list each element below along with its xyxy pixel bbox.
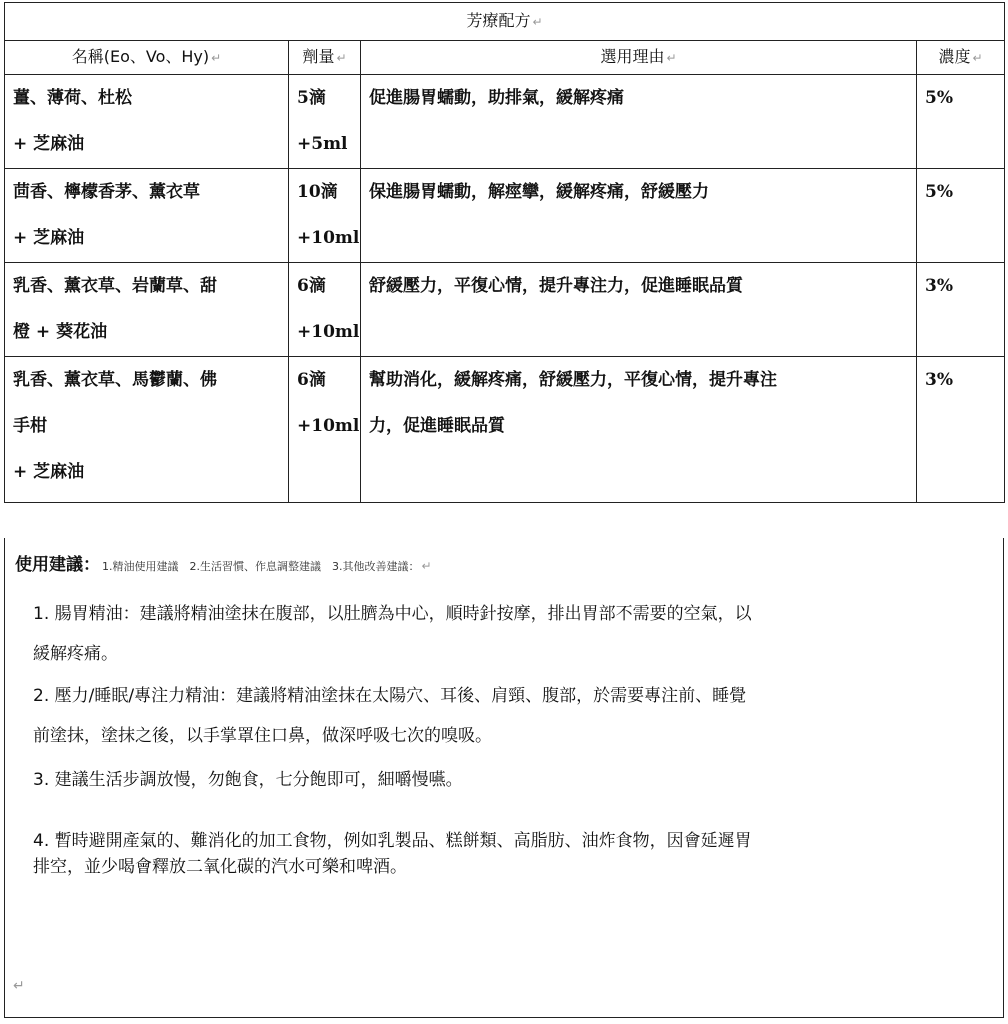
cell-dose xyxy=(289,75,361,169)
reason-line: 幫助消化，緩解疼痛，舒緩壓力，平復心情，提升專注 xyxy=(369,370,777,390)
dose-line: 6滴 xyxy=(297,370,326,390)
header-concentration: 濃度 ↵ xyxy=(917,41,1005,75)
usage-line: 2. 壓力/睡眠/專注力精油：建議將精油塗抹在太陽穴、耳後、肩頸、腹部，於需要專注前、睡覺 xyxy=(33,686,747,706)
usage-item xyxy=(33,676,993,756)
dose-line: +10ml xyxy=(297,228,360,248)
usage-heading: 使用建議： 1.精油使用建議 2.生活習慣、作息調整建議 3.其他改善建議： ↵ xyxy=(15,555,432,575)
name-line: 乳香、薰衣草、岩蘭草、甜 xyxy=(13,276,217,296)
concentration-value: 5% xyxy=(925,88,953,108)
header-dose: 劑量 ↵ xyxy=(289,41,361,75)
usage-item xyxy=(33,760,993,800)
cell-dose xyxy=(289,357,361,503)
name-line: + 芝麻油 xyxy=(13,134,85,154)
cell-reason xyxy=(361,75,917,169)
cell-name xyxy=(5,75,289,169)
name-line: 乳香、薰衣草、馬鬱蘭、佛 xyxy=(13,370,217,390)
table-row xyxy=(5,263,1005,357)
usage-item xyxy=(33,828,993,880)
aromatherapy-table xyxy=(4,2,1005,503)
usage-item xyxy=(33,594,993,674)
cell-dose xyxy=(289,263,361,357)
name-line: 茴香、檸檬香茅、薰衣草 xyxy=(13,182,200,202)
cell-dose xyxy=(289,169,361,263)
cell-name xyxy=(5,169,289,263)
cell-reason xyxy=(361,169,917,263)
usage-line: 1. 腸胃精油：建議將精油塗抹在腹部，以肚臍為中心，順時針按摩，排出胃部不需要的空氣，以 xyxy=(33,604,752,624)
dose-line: +10ml xyxy=(297,322,360,342)
dose-line: 6滴 xyxy=(297,276,326,296)
dose-line: 5滴 xyxy=(297,88,326,108)
reason-line: 力，促進睡眠品質 xyxy=(369,416,505,436)
concentration-value: 5% xyxy=(925,182,953,202)
header-row xyxy=(5,41,1005,75)
usage-subtitle: 1.精油使用建議 2.生活習慣、作息調整建議 3.其他改善建議： xyxy=(102,560,420,573)
cell-name xyxy=(5,263,289,357)
name-line: + 芝麻油 xyxy=(13,462,85,482)
reason-line: 保進腸胃蠕動，解痙攣，緩解疼痛，舒緩壓力 xyxy=(369,182,709,202)
table-row xyxy=(5,75,1005,169)
usage-line: 3. 建議生活步調放慢，勿飽食，七分飽即可，細嚼慢嚥。 xyxy=(33,770,463,790)
dose-line: 10滴 xyxy=(297,182,338,202)
concentration-value: 3% xyxy=(925,276,953,296)
reason-line: 舒緩壓力，平復心情，提升專注力，促進睡眠品質 xyxy=(369,276,743,296)
name-line: 薑、薄荷、杜松 xyxy=(13,88,132,108)
dose-line: +10ml xyxy=(297,416,360,436)
table-row xyxy=(5,169,1005,263)
cell-concentration xyxy=(917,169,1005,263)
cell-name xyxy=(5,357,289,503)
table-title-text: 芳療配方 xyxy=(466,11,531,30)
usage-line: 緩解疼痛。 xyxy=(33,644,118,664)
reason-line: 促進腸胃蠕動，助排氣，緩解疼痛 xyxy=(369,88,624,108)
header-reason: 選用理由 ↵ xyxy=(361,41,917,75)
usage-section xyxy=(4,538,1004,1018)
table-row xyxy=(5,357,1005,503)
table-title: 芳療配方 ↵ xyxy=(5,3,1005,41)
cell-concentration xyxy=(917,75,1005,169)
cell-concentration xyxy=(917,357,1005,503)
usage-line: 前塗抹，塗抹之後，以手掌罩住口鼻，做深呼吸七次的嗅吸。 xyxy=(33,726,492,746)
dose-line: +5ml xyxy=(297,134,348,154)
cell-reason xyxy=(361,357,917,503)
name-line: 橙 + 葵花油 xyxy=(13,322,108,342)
paragraph-mark: ↵ xyxy=(13,978,25,994)
name-line: + 芝麻油 xyxy=(13,228,85,248)
cell-reason xyxy=(361,263,917,357)
header-name: 名稱(Eo、Vo、Hy) ↵ xyxy=(5,41,289,75)
name-line: 手柑 xyxy=(13,416,47,436)
concentration-value: 3% xyxy=(925,370,953,390)
cell-concentration xyxy=(917,263,1005,357)
usage-label: 使用建議： xyxy=(15,555,100,575)
usage-line: 4. 暫時避開產氣的、難消化的加工食物，例如乳製品、糕餅類、高脂肪、油炸食物，因會延遲胃 xyxy=(33,831,752,851)
usage-line: 排空，並少喝會釋放二氧化碳的汽水可樂和啤酒。 xyxy=(33,857,407,877)
